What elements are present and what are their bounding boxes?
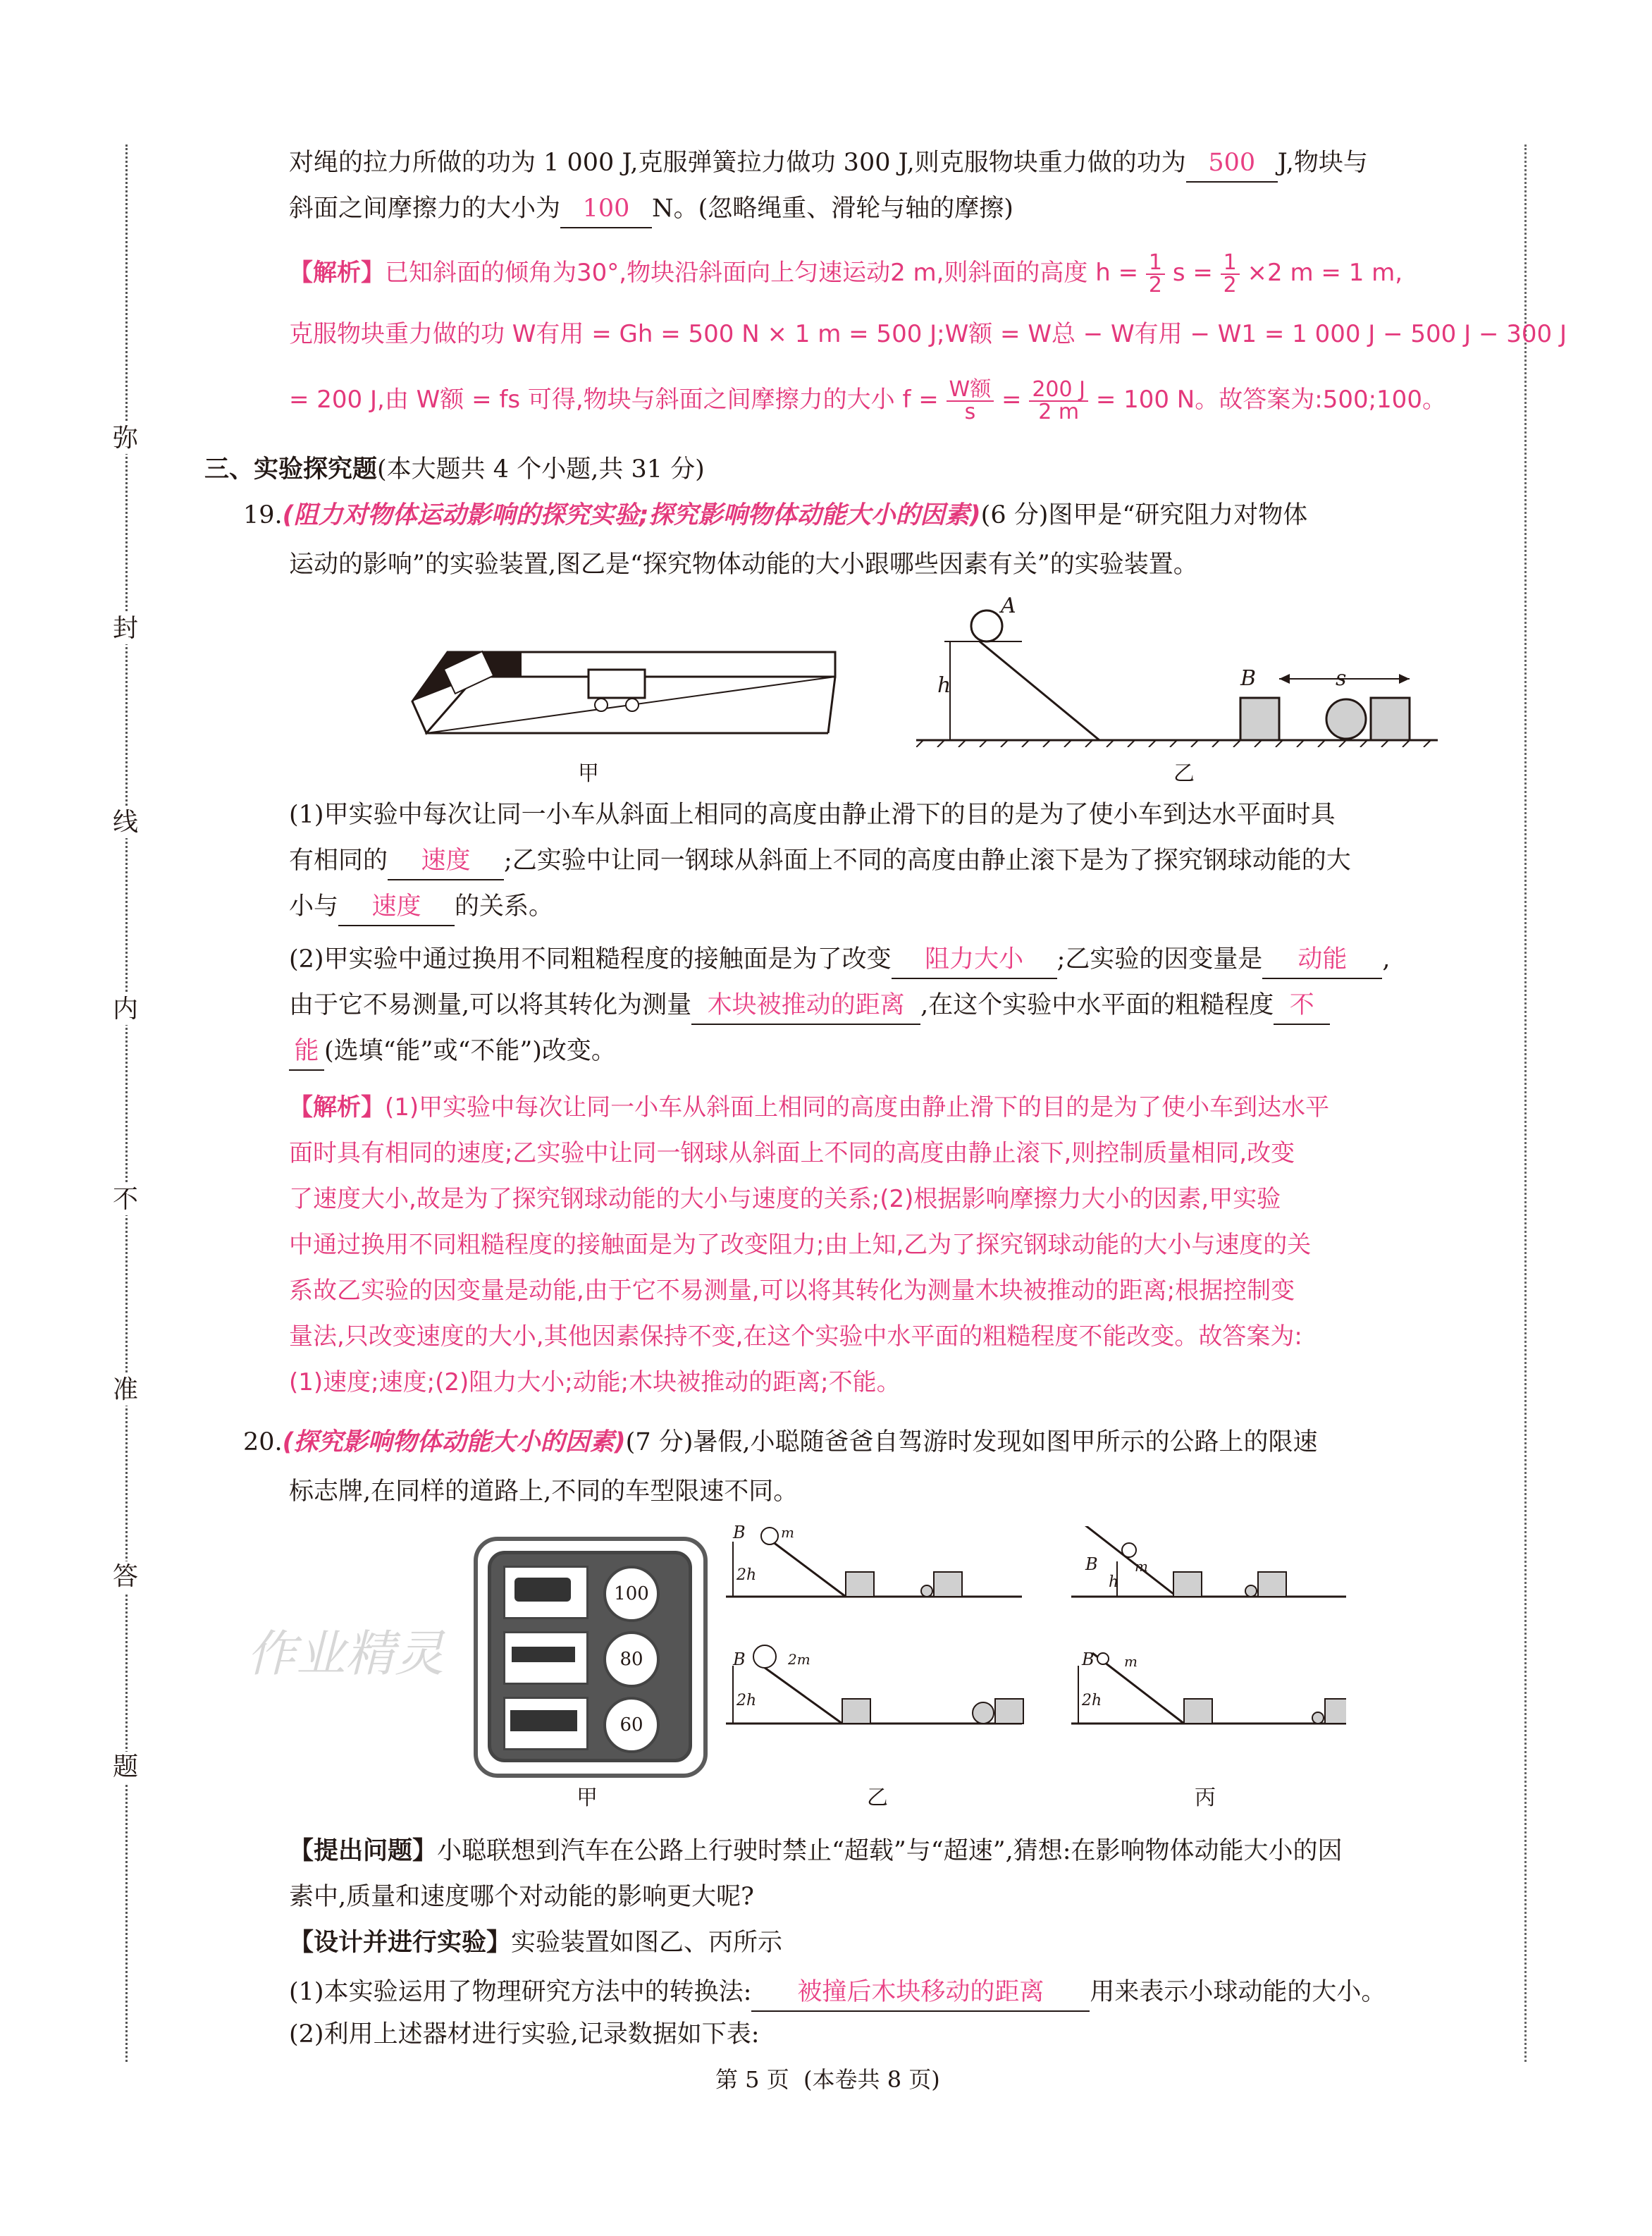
q19-analysis-4: 中通过换用不同粗糙程度的接触面是为了改变阻力;由上知,乙为了探究钢球动能的大小与速度的关 <box>289 1231 1312 1259</box>
q20-line-1: 20.(探究影响物体动能大小的因素)(7 分)暑假,小聪随爸爸自驾游时发现如图甲所示的公路上的限速 <box>243 1428 1318 1456</box>
fig-label: 2m <box>788 1651 810 1668</box>
q19-fig-caption-yi: 乙 <box>1173 761 1195 786</box>
fig-label: m <box>781 1524 794 1541</box>
margin-char: 题 <box>112 1752 138 1781</box>
answer-blank: 能 <box>289 1033 324 1071</box>
watermark: 作业精灵 <box>247 1625 444 1683</box>
margin-char: 不 <box>112 1185 138 1214</box>
answer-blank: 被撞后木块移动的距离 <box>751 1974 1090 2012</box>
q19-line-2: 运动的影响”的实验装置,图乙是“探究物体动能的大小跟哪些因素有关”的实验装置。 <box>289 551 1198 579</box>
page-footer: 第 5 页 (本卷共 8 页) <box>715 2066 940 2093</box>
answer-blank: 速度 <box>388 842 504 880</box>
q20-design-line: 【设计并进行实验】实验装置如图乙、丙所示 <box>289 1929 783 1957</box>
q19-p1-line-2: 有相同的 速度 ;乙实验中让同一钢球从斜面上不同的高度由静止滚下是为了探究钢球动能的大 <box>289 842 1351 880</box>
fig-label: B <box>1085 1554 1098 1574</box>
margin-char: 线 <box>112 808 138 837</box>
label-A: A <box>1001 594 1016 618</box>
speed-limit-sign <box>474 1537 708 1778</box>
fig-label: B <box>1082 1650 1095 1669</box>
fig-label: m <box>1124 1653 1138 1670</box>
fig-label: 2h <box>1082 1692 1102 1709</box>
q20-question-line-1: 【提出问题】小聪联想到汽车在公路上行驶时禁止“超载”与“超速”,猜想:在影响物体动能大小的因 <box>289 1837 1343 1865</box>
q19-analysis-3: 了速度大小,故是为了探究钢球动能的大小与速度的关系;(2)根据影响摩擦力大小的因素,甲实验 <box>289 1185 1281 1213</box>
analysis-1-line-2: 克服物块重力做的功 W有用 = Gh = 500 N × 1 m = 500 J;W额 = W总 − W有用 − W1 = 1 000 J − 500 J − 300 J <box>289 320 1567 348</box>
answer-blank: 阻力大小 <box>892 941 1057 979</box>
speed-100: 100 <box>603 1566 660 1622</box>
answer-blank: 500 <box>1186 145 1278 183</box>
section-title: 三、实验探究题(本大题共 4 个小题,共 31 分) <box>204 455 705 484</box>
fig-label: B <box>733 1523 746 1542</box>
q19-p2-line-1: (2)甲实验中通过换用不同粗糙程度的接触面是为了改变 阻力大小 ;乙实验的因变量是 动能 , <box>289 941 1391 979</box>
q19-analysis-7: (1)速度;速度;(2)阻力大小;动能;木块被推动的距离;不能。 <box>289 1368 901 1396</box>
q20-s2-line: (2)利用上述器材进行实验,记录数据如下表: <box>289 2020 760 2048</box>
q19-figure-yi <box>916 592 1452 747</box>
answer-blank: 动能 <box>1262 941 1382 979</box>
q20-figures-yi-bing <box>726 1526 1346 1766</box>
analysis-1-line-1: 【解析】已知斜面的倾角为30°,物块沿斜面向上匀速运动2 m,则斜面的高度 h = $\frac{1}{2}$ s = $\frac{1}{2}$ ×2 m = 1 m, <box>289 250 1403 297</box>
q20-caption-jia: 甲 <box>577 1786 598 1810</box>
q20-caption-bing: 丙 <box>1195 1786 1216 1810</box>
label-B: B <box>1240 666 1257 691</box>
margin-char: 内 <box>112 995 138 1024</box>
margin-char: 答 <box>112 1562 138 1591</box>
top-line-1: 对绳的拉力所做的功为 1 000 J,克服弹簧拉力做功 300 J,则克服物块重力做的功为 500 J,物块与 <box>289 145 1368 183</box>
q19-fig-caption-jia: 甲 <box>578 761 599 786</box>
q19-analysis-5: 系故乙实验的因变量是动能,由于它不易测量,可以将其转化为测量木块被推动的距离;根据控制变 <box>289 1277 1295 1305</box>
margin-char: 准 <box>112 1375 138 1404</box>
q20-caption-yi: 乙 <box>867 1786 888 1810</box>
fig-label: m <box>1135 1558 1148 1575</box>
margin-char: 封 <box>112 614 138 643</box>
q19-line-1: 19.(阻力对物体运动影响的探究实验;探究影响物体动能大小的因素)(6 分)图甲是“研究阻力对物体 <box>243 501 1308 529</box>
q20-question-line-2: 素中,质量和速度哪个对动能的影响更大呢? <box>289 1883 754 1911</box>
q20-line-2: 标志牌,在同样的道路上,不同的车型限速不同。 <box>289 1478 799 1506</box>
q19-p1-line-1: (1)甲实验中每次让同一小车从斜面上相同的高度由静止滑下的目的是为了使小车到达水平面时具 <box>289 801 1336 829</box>
answer-blank: 速度 <box>338 888 455 926</box>
speed-60: 60 <box>603 1697 660 1753</box>
q19-p2-line-3: 能 (选填“能”或“不能”)改变。 <box>289 1033 616 1071</box>
label-s: s <box>1336 666 1347 691</box>
q19-figure-jia <box>405 627 849 761</box>
q19-analysis-1: 【解析】(1)甲实验中每次让同一小车从斜面上相同的高度由静止滑下的目的是为了使小车到达水平 <box>289 1093 1330 1122</box>
q19-p1-line-3: 小与 速度 的关系。 <box>289 888 553 926</box>
label-h: h <box>937 673 951 698</box>
answer-blank: 100 <box>560 190 652 228</box>
analysis-1-line-3: = 200 J,由 W额 = fs 可得,物块与斜面之间摩擦力的大小 f = $\frac{\text{W额}}{s}$ = $\frac{200 J}{2 m}$ = 100 N。故答案为:500;100。 <box>289 376 1446 424</box>
fig-label: h <box>1109 1573 1119 1591</box>
margin-char: 弥 <box>112 424 138 453</box>
q19-p2-line-2: 由于它不易测量,可以将其转化为测量 木块被推动的距离 ,在这个实验中水平面的粗糙程度 不 <box>289 987 1330 1025</box>
speed-80: 80 <box>603 1631 660 1688</box>
q20-s1-line: (1)本实验运用了物理研究方法中的转换法: 被撞后木块移动的距离 用来表示小球动能的大小。 <box>289 1974 1386 2012</box>
q19-analysis-2: 面时具有相同的速度;乙实验中让同一钢球从斜面上不同的高度由静止滚下,则控制质量相同,改变 <box>289 1139 1295 1167</box>
top-line-2: 斜面之间摩擦力的大小为 100 N。(忽略绳重、滑轮与轴的摩擦) <box>289 190 1013 228</box>
binding-line-right <box>1524 145 1527 2062</box>
fig-label: 2h <box>736 1692 757 1709</box>
fig-label: 2h <box>736 1566 757 1584</box>
fig-label: B <box>733 1650 746 1669</box>
answer-blank: 不 <box>1274 987 1330 1025</box>
answer-blank: 木块被推动的距离 <box>691 987 920 1025</box>
q19-analysis-6: 量法,只改变速度的大小,其他因素保持不变,在这个实验中水平面的粗糙程度不能改变。故答案为: <box>289 1322 1302 1351</box>
